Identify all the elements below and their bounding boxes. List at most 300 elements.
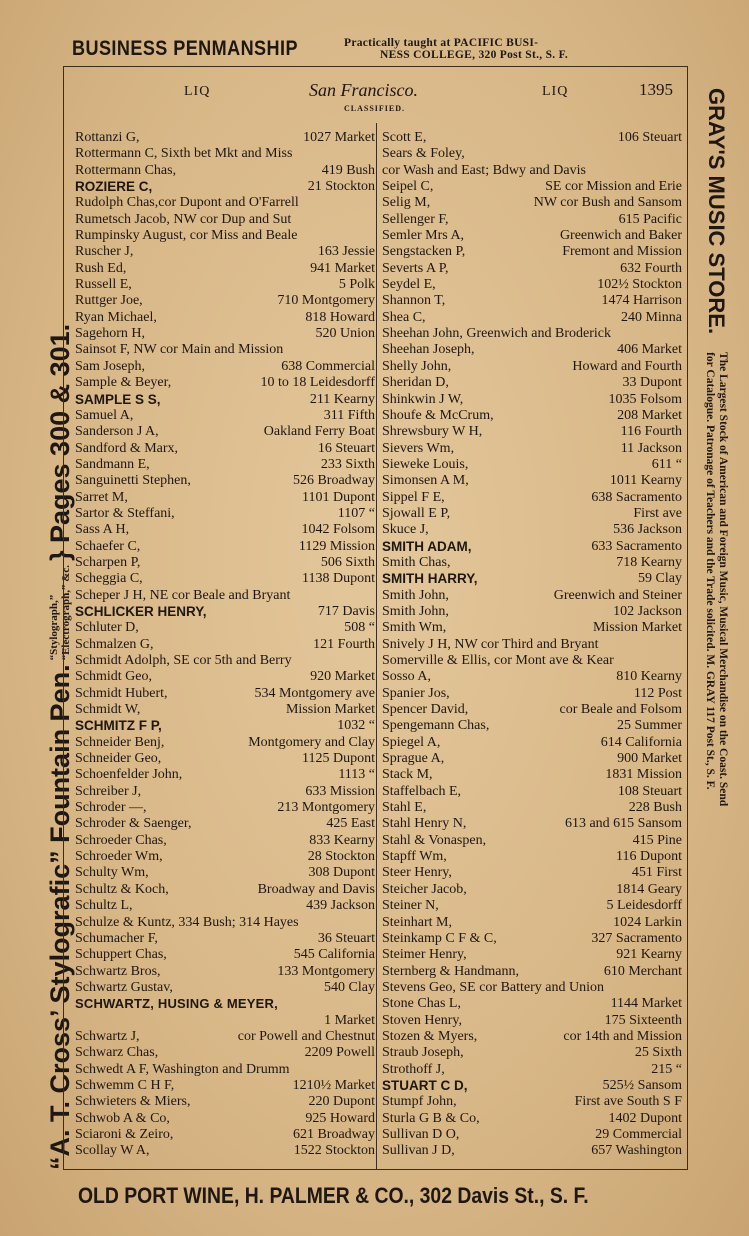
entry-address: Greenwich and Steiner (553, 587, 682, 603)
entry-address: Oakland Ferry Boat (263, 424, 375, 440)
listing-entry (75, 800, 375, 816)
entry-name: Sullivan D O, (382, 1126, 460, 1142)
entry-name: Schultz L, (75, 898, 133, 914)
entry-address: 327 Sacramento (591, 930, 682, 946)
entry-name: Sass A H, (75, 522, 130, 538)
entry-name: Schmidt W, (75, 702, 141, 718)
entry-address: 810 Kearny (616, 669, 682, 685)
top-ad-main: BUSINESS PENMANSHIP (72, 37, 298, 60)
listing-entry (382, 1094, 682, 1110)
listing-entry (382, 555, 682, 571)
entry-address: cor Powell and Chestnut (237, 1028, 375, 1044)
entry-name: Ruttger Joe, (75, 293, 143, 309)
entry-address: 308 Dupont (308, 865, 375, 881)
entry-name: Sjowall E P, (382, 505, 451, 521)
entry-name: Steiner N, (382, 898, 439, 914)
entry-name: Stahl Henry N, (382, 816, 467, 832)
entry-address: 406 Market (617, 342, 682, 358)
listing-entry (382, 228, 682, 244)
listing-entry (382, 1127, 682, 1143)
entry-name: SCHMITZ F P, (75, 718, 162, 734)
listing-entry (75, 947, 375, 963)
listing-entry (75, 816, 375, 832)
listing-entry (75, 244, 375, 260)
entry-name: Spencer David, (382, 702, 469, 718)
entry-name: Steicher Jacob, (382, 881, 467, 897)
entry-name: Schmidt Adolph, SE cor 5th and Berry (75, 653, 292, 668)
entry-address: Howard and Fourth (572, 358, 682, 374)
entry-name: SMITH ADAM, (382, 538, 472, 554)
entry-name: Schroeder Chas, (75, 832, 167, 848)
entry-address: 536 Jackson (613, 522, 682, 538)
entry-name: Schmidt Geo, (75, 669, 152, 685)
entry-address: 36 Steuart (317, 930, 375, 946)
entry-address: 16 Steuart (317, 440, 375, 456)
entry-address: 215 “ (651, 1061, 682, 1077)
entry-name: Sheehan Joseph, (382, 342, 475, 358)
entry-name: Strothoff J, (382, 1061, 445, 1077)
listing-entry (382, 424, 682, 440)
listing-entry (75, 457, 375, 473)
entry-address: 1101 Dupont (302, 489, 375, 505)
entry-address: 1042 Folsom (301, 522, 375, 538)
entry-address: 11 Jackson (620, 440, 682, 456)
entry-address: 233 Sixth (320, 456, 375, 472)
listing-entry (75, 735, 375, 751)
right-ad-line2: for Catalogue. Patronage of Teachers and the Trade solicited. M. GRAY 117 Post St., S. F. (704, 352, 716, 790)
entry-address: 1474 Harrison (601, 293, 682, 309)
entry-name: Selig M, (382, 195, 431, 211)
entry-address: 21 Stockton (307, 179, 375, 195)
listing-entry (75, 702, 375, 718)
left-ad-mini2: “Electrograph,” &c. (60, 565, 72, 661)
listing-entry (382, 392, 682, 408)
entry-address: 1144 Market (610, 996, 682, 1012)
entry-name: Shannon T, (382, 293, 446, 309)
entry-address: 900 Market (617, 751, 682, 767)
listing-entry (382, 244, 682, 260)
listing-entry (382, 408, 682, 424)
entry-name: Sample & Beyer, (75, 375, 172, 391)
entry-address: 175 Sixteenth (604, 1012, 682, 1028)
entry-name: Shrewsbury W H, (382, 424, 483, 440)
entry-name: Simonsen A M, (382, 473, 469, 489)
entry-name: Sheehan John, Greenwich and Broderick (382, 326, 611, 342)
listing-entry (382, 637, 682, 653)
entry-address: 1035 Folsom (608, 391, 682, 407)
listing-entry (382, 490, 682, 506)
entry-name: Scheper J H, NE cor Beale and Bryant (75, 587, 291, 603)
listing-entry (75, 326, 375, 342)
entry-address: 941 Market (310, 260, 375, 276)
entry-name: Snively J H, NW cor Third and Bryant (382, 636, 599, 652)
entry-name: SMITH HARRY, (382, 571, 478, 587)
listing-entry (75, 506, 375, 522)
header-left-code: LIQ (184, 84, 211, 99)
entry-address: 2209 Powell (304, 1045, 375, 1061)
listing-entry (75, 669, 375, 685)
entry-address: 1402 Dupont (608, 1110, 682, 1126)
listing-entry (75, 767, 375, 783)
entry-address: Mission Market (592, 620, 682, 636)
entry-name: Shea C, (382, 309, 426, 325)
entry-address: 1011 Kearny (609, 473, 682, 489)
entry-address: 1027 Market (303, 130, 375, 145)
listing-entry (382, 931, 682, 947)
listing-entry (75, 130, 375, 146)
entry-name: Sears & Foley, (382, 146, 465, 162)
entry-name: Schneider Benj, (75, 734, 165, 750)
entry-address: 1814 Geary (616, 881, 682, 897)
entry-name: Sosso A, (382, 669, 432, 685)
listing-entry (75, 931, 375, 947)
entry-name: Stevens Geo, SE cor Battery and Union (382, 979, 605, 995)
listing-entry (75, 1062, 375, 1078)
entry-address: 1831 Mission (605, 767, 682, 783)
entry-address: 520 Union (315, 326, 375, 342)
top-ad-line1: Practically taught at PACIFIC BUSI- (344, 37, 539, 49)
listing-entry (75, 882, 375, 898)
listing-entry (382, 326, 682, 342)
entry-address: 1 Market (324, 1012, 375, 1028)
listing-entry (75, 865, 375, 881)
entry-name: Schwartz Bros, (75, 963, 161, 979)
entry-address: 240 Minna (620, 309, 682, 325)
entry-address: 25 Sixth (634, 1045, 682, 1061)
entry-address: 415 Pine (632, 832, 682, 848)
listing-entry (382, 1013, 682, 1029)
entry-name: ROZIERE C, (75, 179, 153, 195)
entry-name: Smith Chas, (382, 554, 451, 570)
entry-name: Scott E, (382, 130, 427, 145)
entry-address: Mission Market (285, 702, 375, 718)
entry-name: Schroder & Saenger, (75, 816, 192, 832)
listing-entry (382, 146, 682, 162)
listing-entry (382, 980, 682, 996)
entry-name: Schwarz Chas, (75, 1045, 159, 1061)
page-number: 1395 (639, 80, 673, 99)
entry-address: 1522 Stockton (293, 1143, 375, 1159)
listing-entry (75, 1013, 375, 1029)
entry-address: 311 Fifth (323, 407, 375, 423)
listing-entry (75, 637, 375, 653)
entry-name: Sandmann E, (75, 456, 150, 472)
listing-entry (382, 1111, 682, 1127)
listing-entry (382, 1029, 682, 1045)
entry-address: 615 Pacific (618, 211, 682, 227)
listing-entry (75, 849, 375, 865)
entry-address: 133 Montgomery (277, 963, 375, 979)
entry-address: 220 Dupont (308, 1094, 375, 1110)
entry-address: Montgomery and Clay (248, 734, 375, 750)
listing-entry (75, 1078, 375, 1094)
listing-entry (75, 996, 375, 1012)
listing-entry (382, 522, 682, 538)
entry-name: Schroeder Wm, (75, 849, 163, 865)
entry-name: Somerville & Ellis, cor Mont ave & Kear (382, 653, 614, 668)
listing-entry (75, 424, 375, 440)
listing-entry (382, 653, 682, 669)
entry-name: Rottermann C, Sixth bet Mkt and Miss (75, 146, 293, 162)
entry-name: Stumpf John, (382, 1094, 457, 1110)
listing-entry (382, 1045, 682, 1061)
entry-name: Skuce J, (382, 522, 429, 538)
listing-entry (382, 849, 682, 865)
listing-entry (382, 571, 682, 587)
right-advertisement (692, 80, 742, 1170)
header-right-code: LIQ (542, 84, 569, 99)
entry-name: STUART C D, (382, 1077, 468, 1093)
listing-entry (382, 669, 682, 685)
entry-name: Schaefer C, (75, 538, 141, 554)
entry-address: 632 Fourth (620, 260, 682, 276)
entry-name: Shinkwin J W, (382, 391, 464, 407)
top-ad-detail (344, 37, 568, 61)
listing-entry (75, 833, 375, 849)
entry-address: 106 Steuart (617, 130, 682, 145)
entry-name: Semler Mrs A, (382, 228, 465, 244)
entry-name: Smith John, (382, 587, 449, 603)
entry-name: Schwieters & Miers, (75, 1094, 191, 1110)
entry-name: Stoven Henry, (382, 1012, 462, 1028)
listing-entry (382, 473, 682, 489)
entry-address: 534 Montgomery ave (254, 685, 375, 701)
entry-address: 33 Dupont (622, 375, 682, 391)
entry-address: 1024 Larkin (613, 914, 682, 930)
entry-name: Smith Wm, (382, 620, 447, 636)
entry-address: 1107 “ (337, 505, 375, 521)
listing-entry (382, 604, 682, 620)
entry-name: Schroder —, (75, 800, 147, 816)
entry-address: 508 “ (344, 620, 375, 636)
listing-entry (382, 964, 682, 980)
entry-name: Stahl & Vonaspen, (382, 832, 487, 848)
entry-address: 1138 Dupont (302, 571, 375, 587)
entry-address: 102 Jackson (613, 603, 682, 619)
entry-address: 29 Commercial (595, 1126, 682, 1142)
entry-name: Schulze & Kuntz, 334 Bush; 314 Hayes (75, 914, 299, 930)
listing-entry (382, 277, 682, 293)
listing-entry (382, 735, 682, 751)
entry-address: 718 Kearny (616, 554, 682, 570)
entry-address: SE cor Mission and Erie (545, 179, 682, 195)
listing-entry (382, 686, 682, 702)
entry-name: Schwartz Gustav, (75, 979, 173, 995)
listing-entry (382, 457, 682, 473)
entry-name: Ryan Michael, (75, 309, 157, 325)
entry-name: Straub Joseph, (382, 1045, 464, 1061)
top-ad-line2: NESS COLLEGE, 320 Post St., S. F. (380, 49, 569, 61)
entry-address: 1129 Mission (298, 538, 375, 554)
listing-entry (382, 784, 682, 800)
left-column (75, 130, 375, 1160)
entry-name: Sullivan J D, (382, 1143, 455, 1159)
bottom-advertisement: OLD PORT WINE, H. PALMER & CO., 302 Davis St., S. F. (78, 1183, 589, 1208)
listing-entry (75, 228, 375, 244)
entry-name: Seipel C, (382, 179, 434, 195)
entry-address: 540 Clay (324, 979, 375, 995)
entry-name: Sheridan D, (382, 375, 449, 391)
entry-address: 1210½ Market (292, 1077, 375, 1093)
entry-name: Sievers Wm, (382, 440, 455, 456)
listing-entry (382, 588, 682, 604)
listing-entry (75, 751, 375, 767)
entry-name: Sternberg & Handmann, (382, 963, 519, 979)
entry-name: Sturla G B & Co, (382, 1110, 480, 1126)
entry-name: Rottanzi G, (75, 130, 140, 145)
listing-entry (75, 195, 375, 211)
listing-entry (75, 212, 375, 228)
listing-entry (75, 604, 375, 620)
header-city: San Francisco. (309, 80, 418, 100)
entry-name: Shoufe & McCrum, (382, 407, 494, 423)
entry-name: Stone Chas L, (382, 996, 461, 1012)
entry-name: Schumacher F, (75, 930, 158, 946)
listing-entry (75, 490, 375, 506)
entry-address: 1125 Dupont (302, 751, 375, 767)
entry-name: Spiegel A, (382, 734, 441, 750)
entry-name: Shelly John, (382, 358, 452, 374)
entry-address: 28 Stockton (307, 849, 375, 865)
entry-name: Spanier Jos, (382, 685, 450, 701)
entry-name: Severts A P, (382, 260, 449, 276)
entry-address: 506 Sixth (320, 554, 375, 570)
entry-address: 633 Sacramento (591, 538, 682, 554)
listing-entry (75, 359, 375, 375)
listing-entry (75, 718, 375, 734)
entry-address: 638 Sacramento (591, 489, 682, 505)
entry-address: 59 Clay (638, 571, 682, 587)
entry-name: Sippel F E, (382, 489, 445, 505)
entry-name: Sanguinetti Stephen, (75, 473, 191, 489)
entry-name: cor Wash and East; Bdwy and Davis (382, 162, 586, 178)
listing-entry (382, 179, 682, 195)
entry-name: Rottermann Chas, (75, 162, 177, 178)
left-ad-post: } Pages 300 & 301. (44, 323, 75, 561)
listing-entry (75, 686, 375, 702)
entry-address: Broadway and Davis (257, 881, 375, 897)
listing-entry (382, 195, 682, 211)
entry-address: 621 Broadway (292, 1126, 375, 1142)
listing-entry (75, 473, 375, 489)
listing-entry (75, 342, 375, 358)
entry-address: 525½ Sansom (602, 1077, 682, 1093)
listing-entry (382, 293, 682, 309)
listing-entry (75, 653, 375, 669)
entry-name: Rush Ed, (75, 260, 127, 276)
entry-address: Greenwich and Baker (559, 228, 682, 244)
listing-entry (382, 915, 682, 931)
listing-frame (63, 66, 688, 1170)
entry-address: 102½ Stockton (597, 277, 682, 293)
entry-address: 425 East (326, 816, 375, 832)
listing-entry (382, 212, 682, 228)
entry-name: SAMPLE S S, (75, 391, 161, 407)
entry-name: SCHWARTZ, HUSING & MEYER, (75, 996, 278, 1012)
entry-name: Rumetsch Jacob, NW cor Dup and Sut (75, 211, 292, 227)
entry-address: 5 Polk (338, 277, 375, 293)
entry-name: Sciaroni & Zeiro, (75, 1126, 174, 1142)
listing-entry (382, 996, 682, 1012)
listing-entry (382, 1143, 682, 1159)
entry-address: 112 Post (633, 685, 682, 701)
entry-name: Russell E, (75, 277, 132, 293)
entry-address: 818 Howard (305, 309, 375, 325)
entry-address: 638 Commercial (281, 358, 375, 374)
entry-address: Fremont and Mission (562, 244, 682, 260)
entry-name: Stozen & Myers, (382, 1028, 478, 1044)
entry-name: Sieweke Louis, (382, 456, 469, 472)
entry-name: Schneider Geo, (75, 751, 162, 767)
entry-address: 526 Broadway (292, 473, 375, 489)
listing-entry (75, 1143, 375, 1159)
entry-address: 613 and 615 Sansom (564, 816, 682, 832)
listing-entry (382, 310, 682, 326)
entry-name: Stack M, (382, 767, 433, 783)
entry-name: Sainsot F, NW cor Main and Mission (75, 342, 284, 358)
entry-address: 1113 “ (338, 767, 375, 783)
entry-address: 10 to 18 Leidesdorff (260, 375, 375, 391)
entry-name: Scharpen P, (75, 554, 141, 570)
entry-address: 116 Fourth (620, 424, 682, 440)
entry-name: Spengemann Chas, (382, 718, 490, 734)
entry-address: 439 Jackson (306, 898, 375, 914)
entry-address: 717 Davis (317, 603, 375, 619)
listing-entry (75, 571, 375, 587)
left-ad-mini1: “Stylograph,” (48, 594, 60, 661)
listing-entry (382, 441, 682, 457)
entry-address: First ave South S F (574, 1094, 682, 1110)
listing-entry (382, 767, 682, 783)
entry-address: 163 Jessie (317, 244, 375, 260)
entry-name: Schwedt A F, Washington and Drumm (75, 1061, 290, 1077)
right-ad-line1: The Largest Stock of American and Foreign Music, Musical Merchandise on the Coast. Send (717, 352, 729, 807)
listing-entry (75, 293, 375, 309)
page-header (64, 67, 687, 125)
entry-address: 451 First (631, 865, 682, 881)
listing-entry (382, 865, 682, 881)
entry-name: Scheggia C, (75, 571, 143, 587)
listing-entry (75, 277, 375, 293)
listing-entry (75, 392, 375, 408)
listing-entry (382, 506, 682, 522)
entry-name: Steinhart M, (382, 914, 452, 930)
entry-address: 419 Bush (321, 162, 375, 178)
entry-address: First ave (633, 505, 682, 521)
listing-entry (382, 539, 682, 555)
entry-address: 610 Merchant (603, 963, 682, 979)
entry-address: 1032 “ (337, 718, 375, 734)
right-ad-text (692, 88, 740, 806)
right-ad-desc (703, 352, 729, 806)
entry-address: 116 Dupont (616, 849, 682, 865)
entry-address: 633 Mission (305, 783, 375, 799)
listing-entry (75, 441, 375, 457)
listing-entry (382, 751, 682, 767)
entry-name: Sandford & Marx, (75, 440, 179, 456)
listing-entry (75, 588, 375, 604)
listing-entry (75, 1094, 375, 1110)
entry-name: Sellenger F, (382, 211, 449, 227)
entry-name: Steimer Henry, (382, 947, 467, 963)
listing-entry (75, 620, 375, 636)
listing-entry (75, 1127, 375, 1143)
listing-entry (75, 784, 375, 800)
entry-address: 5 Leidesdorff (606, 898, 682, 914)
entry-address: 121 Fourth (313, 636, 375, 652)
listing-entry (75, 179, 375, 195)
entry-name: Staffelbach E, (382, 783, 462, 799)
